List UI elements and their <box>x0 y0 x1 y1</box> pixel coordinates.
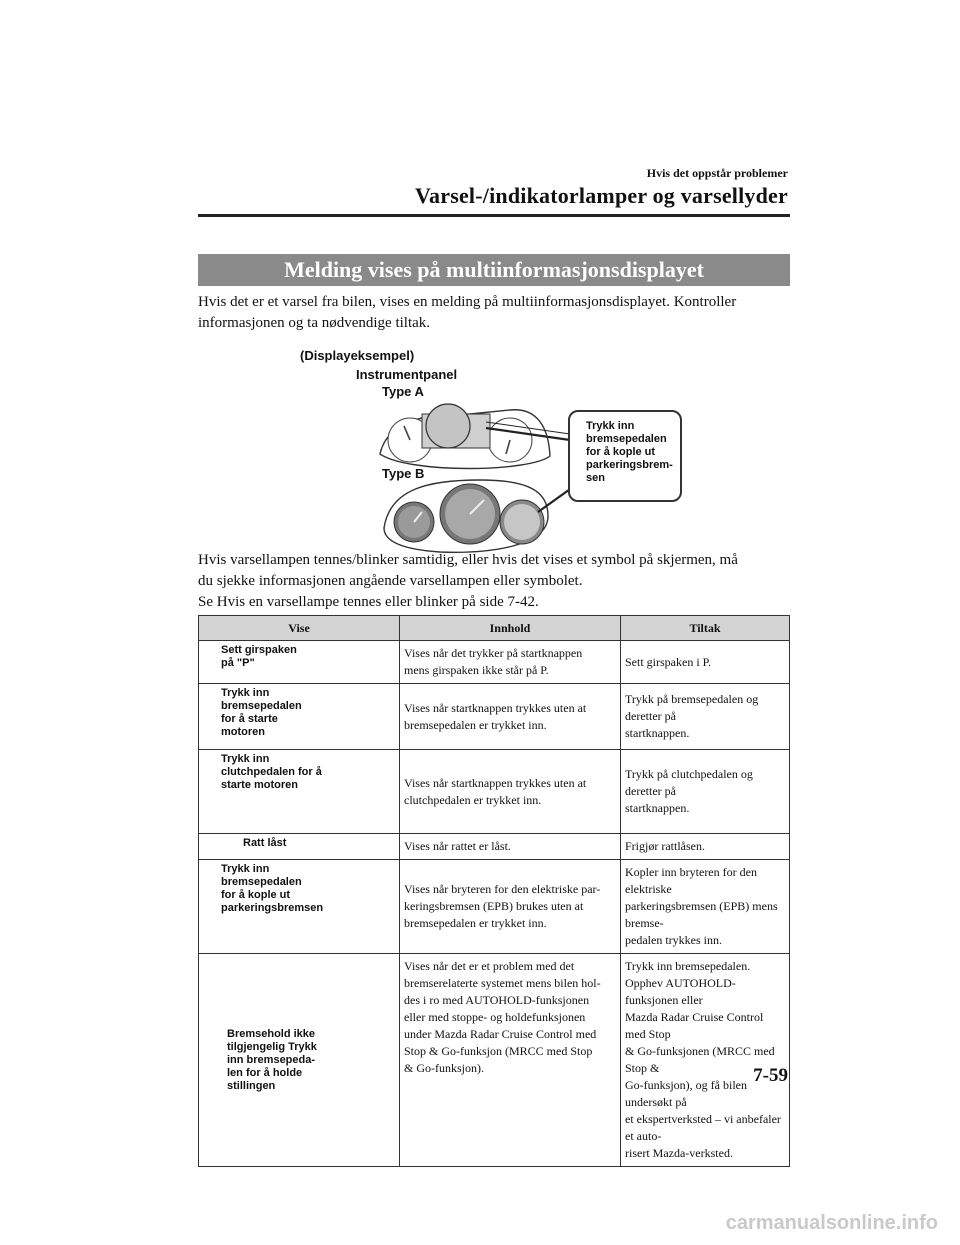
figure-callout <box>568 410 682 502</box>
display-text: motoren <box>221 726 265 738</box>
figure-panel-label: Instrumentpanel <box>356 367 458 382</box>
action-text: Opphev AUTOHOLD-funksjonen eller <box>625 976 736 1007</box>
content-cell <box>400 684 621 750</box>
action-cell <box>621 834 790 860</box>
action-text: parkeringsbremsen (EPB) mens bremse- <box>625 899 778 930</box>
display-text: for å starte <box>221 713 278 725</box>
display-text: starte motoren <box>221 779 299 791</box>
action-text: & Go-funksjonen (MRCC med Stop & <box>625 1044 775 1075</box>
display-cell <box>199 641 400 684</box>
intro-paragraph: Hvis det er et varsel fra bilen, vises en melding på multiinformasjonsdisplayet. Kontroller informasjonen og ta nødvendige tiltak. <box>198 294 737 331</box>
chapter-header: Hvis det oppstår problemer <box>646 166 788 180</box>
content-text: Vises når det trykker på startknappen <box>404 646 583 660</box>
action-text: et ekspertverksted – vi anbefaler et auto- <box>625 1112 781 1143</box>
display-text: for å kople ut <box>221 889 291 901</box>
table-row <box>199 860 790 954</box>
table-header-row <box>199 616 790 641</box>
header-vise: Vise <box>199 616 400 641</box>
header-rule <box>198 214 790 217</box>
display-text: Bremsehold ikke <box>227 1027 316 1040</box>
content-text: Vises når rattet er låst. <box>404 839 511 853</box>
display-text: clutchpedalen for å <box>221 766 322 778</box>
display-text: Sett girspaken <box>221 644 297 656</box>
action-text: Sett girspaken i P. <box>625 654 711 669</box>
content-text: des i ro med AUTOHOLD-funksjonen <box>404 993 590 1007</box>
display-text: len for å holde <box>227 1066 303 1079</box>
display-text: Trykk inn <box>221 687 270 699</box>
action-text: Go-funksjon), og få bilen undersøkt på <box>625 1078 747 1109</box>
display-cell <box>199 860 400 954</box>
table-row <box>199 641 790 684</box>
content-text: Stop & Go-funksjon (MRCC med Stop <box>404 1044 593 1058</box>
header-innhold: Innhold <box>400 616 621 641</box>
action-text: Mazda Radar Cruise Control med Stop <box>625 1010 764 1041</box>
display-text: tilgjengelig Trykk <box>227 1040 317 1053</box>
page-title: Varsel-/indikatorlamper og varsellyder <box>414 183 788 208</box>
callout-line: Trykk inn <box>586 420 635 432</box>
content-text: Vises når det er et problem med det <box>404 959 575 973</box>
display-text: Trykk inn <box>221 753 270 765</box>
action-text: pedalen trykkes inn. <box>625 933 722 947</box>
figure-caption: (Displayeksempel) <box>300 348 415 363</box>
content-text: mens girspaken ikke står på P. <box>404 663 549 677</box>
display-text: inn bremsepeda- <box>227 1053 316 1066</box>
table-row <box>199 684 790 750</box>
content-text: & Go-funksjon). <box>404 1061 484 1075</box>
action-text: Kopler inn bryteren for den elektriske <box>625 865 757 896</box>
action-cell <box>621 641 790 684</box>
reference-line: Hvis varsellampen tennes/blinker samtidig, eller hvis det vises et symbol på skjermen, må <box>198 552 738 568</box>
message-table <box>198 615 790 1167</box>
figure-type-a-label: Type A <box>382 384 424 399</box>
table-row <box>199 954 790 1167</box>
content-text: bremsepedalen er trykket inn. <box>404 717 547 732</box>
content-text: Vises når startknappen trykkes uten at <box>404 700 587 715</box>
content-text: Vises når startknappen trykkes uten at <box>404 775 587 790</box>
content-cell <box>400 641 621 684</box>
reference-paragraph <box>198 550 798 613</box>
content-text: clutchpedalen er trykket inn. <box>404 792 542 807</box>
display-cell <box>199 684 400 750</box>
display-cell <box>199 954 400 1167</box>
display-text: stillingen <box>227 1079 276 1092</box>
table-row <box>199 834 790 860</box>
content-text: Vises når bryteren for den elektriske par- <box>404 882 601 896</box>
header-tiltak: Tiltak <box>621 616 790 641</box>
callout-line: sen <box>586 472 605 484</box>
display-cell <box>199 750 400 834</box>
page-number: 7-59 <box>753 1065 788 1086</box>
content-cell <box>400 750 621 834</box>
display-text: Ratt låst <box>243 837 287 849</box>
action-text: Trykk på bremsepedalen og deretter på <box>625 692 759 723</box>
watermark-logo: carmanualsonline.info <box>725 1212 938 1234</box>
action-text: startknappen. <box>625 801 690 815</box>
content-text: keringsbremsen (EPB) brukes uten at <box>404 899 584 913</box>
action-cell <box>621 860 790 954</box>
action-text: Frigjør rattlåsen. <box>625 839 705 853</box>
content-cell <box>400 954 621 1167</box>
action-text: Trykk inn bremsepedalen. <box>625 959 751 973</box>
reference-line: du sjekke informasjonen angående varsellampen eller symbolet. <box>198 573 583 589</box>
action-text: Trykk på clutchpedalen og deretter på <box>625 767 753 798</box>
type-a-cluster <box>380 404 555 469</box>
section-title: Melding vises på multiinformasjonsdisplayet <box>198 254 790 286</box>
action-cell <box>621 750 790 834</box>
content-text: eller med stoppe- og holdefunksjonen <box>404 1010 586 1024</box>
type-b-cluster <box>384 480 548 552</box>
callout-line: bremsepedalen <box>586 433 667 445</box>
callout-line: parkeringsbrem- <box>586 459 673 471</box>
callout-line: for å kople ut <box>586 446 656 458</box>
display-text: bremsepedalen <box>221 876 302 888</box>
action-cell <box>621 954 790 1167</box>
reference-line: Se Hvis en varsellampe tennes eller blinker på side 7-42. <box>198 594 539 610</box>
content-text: bremserelaterte systemet mens bilen hol- <box>404 976 601 990</box>
content-text: bremsepedalen er trykket inn. <box>404 916 547 930</box>
content-cell <box>400 860 621 954</box>
display-text: på "P" <box>221 657 255 669</box>
action-text: startknappen. <box>625 726 690 740</box>
content-cell <box>400 834 621 860</box>
table-row <box>199 750 790 834</box>
content-text: under Mazda Radar Cruise Control med <box>404 1027 597 1041</box>
action-cell <box>621 684 790 750</box>
display-cell <box>199 834 400 860</box>
display-text: parkeringsbremsen <box>221 902 324 914</box>
action-text: risert Mazda-verksted. <box>625 1146 733 1160</box>
display-text: bremsepedalen <box>221 700 302 712</box>
display-text: Trykk inn <box>221 863 270 875</box>
figure-type-b-label: Type B <box>382 466 425 481</box>
